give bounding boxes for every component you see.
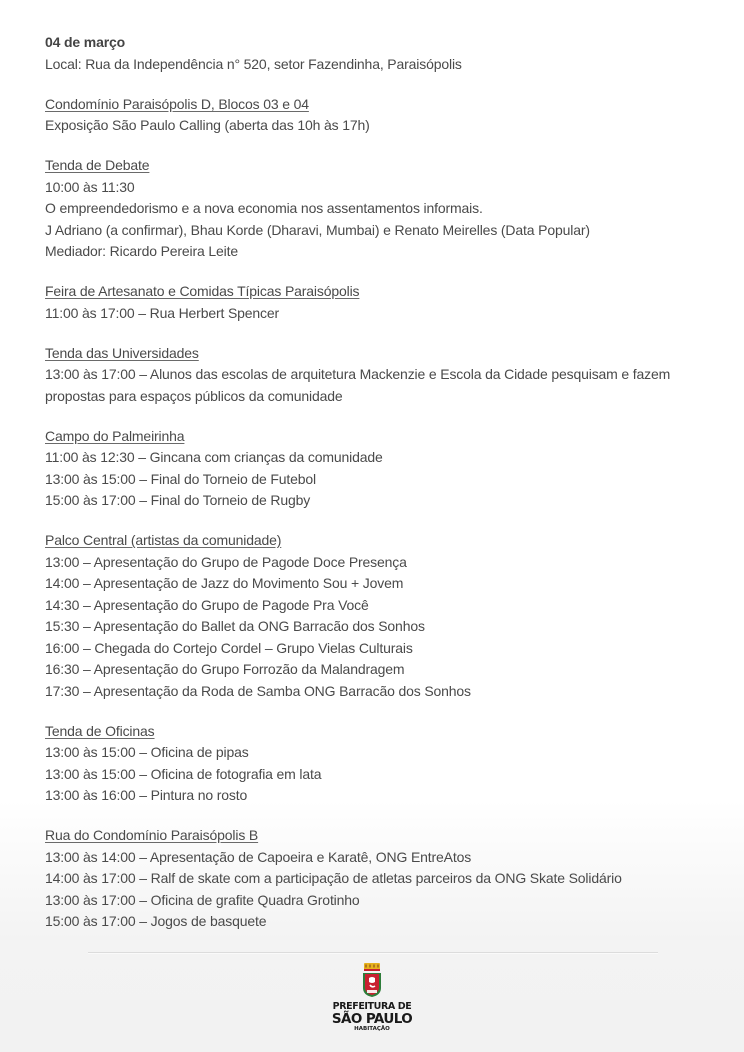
schedule-line: Exposição São Paulo Calling (aberta das 10h às 17h) (45, 117, 370, 133)
schedule-line: O empreendedorismo e a nova economia nos assentamentos informais. (45, 200, 483, 216)
schedule-line: 16:30 – Apresentação do Grupo Forrozão da Malandragem (45, 661, 405, 677)
section-feira-artesanato (45, 281, 725, 324)
schedule-line: 13:00 às 15:00 – Final do Torneio de Futebol (45, 470, 317, 487)
section-title-link[interactable]: Palco Central (artistas da comunidade) (45, 532, 282, 548)
section-tenda-oficinas (45, 721, 725, 807)
section-campo-palmeirinha (45, 426, 725, 512)
schedule-line: 16:00 – Chegada do Cortejo Cordel – Grupo Vielas Culturais (45, 639, 413, 656)
schedule-line: 14:00 – Apresentação de Jazz do Movimento Sou + Jovem (45, 575, 404, 591)
event-date: 04 de março (45, 34, 126, 50)
schedule-line: 13:00 às 17:00 – Oficina de grafite Quadra Grotinho (45, 891, 360, 908)
schedule-line: J Adriano (a confirmar), Bhau Korde (Dharavi, Mumbai) e Renato Meirelles (Data Popular) (45, 221, 590, 238)
schedule-line: 14:00 às 17:00 – Ralf de skate com a participação de atletas parceiros da ONG Skate Solidário (45, 870, 622, 886)
schedule-line: 13:00 – Apresentação do Grupo de Pagode Doce Presença (45, 553, 407, 570)
section-title-link[interactable]: Condomínio Paraisópolis D, Blocos 03 e 04 (45, 95, 309, 112)
section-tenda-universidades (45, 343, 725, 408)
logo-text-habitacao: HABITAÇÃO (354, 1026, 390, 1032)
section-title-link[interactable]: Feira de Artesanato e Comidas Típicas Paraisópolis (45, 283, 360, 299)
section-title-link[interactable]: Rua do Condomínio Paraisópolis B (45, 827, 259, 843)
section-title-link[interactable]: Tenda das Universidades (45, 344, 199, 361)
coat-of-arms-icon (361, 962, 383, 998)
schedule-line: 13:00 às 17:00 – Alunos das escolas de arquitetura Mackenzie e Escola da Cidade pesquisam e fazem propostas para espaços públicos da comunidade (45, 366, 671, 404)
schedule-line: 10:00 às 11:30 (45, 178, 135, 195)
schedule-line: 14:30 – Apresentação do Grupo de Pagode Pra Você (45, 596, 369, 613)
section-tenda-de-debate (45, 155, 725, 263)
logo-text-prefeitura: PREFEITURA DE (332, 1001, 412, 1012)
footer-divider (88, 952, 658, 953)
schedule-line: 15:00 às 17:00 – Jogos de basquete (45, 913, 267, 929)
schedule-line: 11:00 às 12:30 – Gincana com crianças da comunidade (45, 449, 383, 465)
event-schedule (45, 32, 725, 933)
section-palco-central (45, 530, 725, 702)
schedule-line: 15:30 – Apresentação do Ballet da ONG Barracão dos Sonhos (45, 618, 425, 634)
event-location: Local: Rua da Independência n° 520, setor Fazendinha, Paraisópolis (45, 55, 462, 72)
schedule-line: 13:00 às 15:00 – Oficina de pipas (45, 744, 249, 760)
schedule-line: 15:00 às 17:00 – Final do Torneio de Rugby (45, 492, 311, 508)
schedule-line: 13:00 às 15:00 – Oficina de fotografia em lata (45, 765, 322, 782)
section-title-link[interactable]: Tenda de Debate (45, 157, 150, 173)
schedule-line: 17:30 – Apresentação da Roda de Samba ONG Barracão dos Sonhos (45, 682, 471, 699)
schedule-line: 11:00 às 17:00 – Rua Herbert Spencer (45, 304, 280, 321)
section-title-link[interactable]: Tenda de Oficinas (45, 722, 155, 739)
schedule-line: 13:00 às 14:00 – Apresentação de Capoeira e Karatê, ONG EntreAtos (45, 848, 472, 865)
section-condominio-d (45, 94, 725, 137)
prefeitura-logo (322, 962, 422, 1033)
schedule-line: 13:00 às 16:00 – Pintura no rosto (45, 787, 248, 803)
section-rua-condominio-b (45, 825, 725, 933)
section-title-link[interactable]: Campo do Palmeirinha (45, 427, 185, 444)
schedule-line: Mediador: Ricardo Pereira Leite (45, 243, 239, 259)
logo-text-sao-paulo: SÃO PAULO (331, 1011, 413, 1027)
